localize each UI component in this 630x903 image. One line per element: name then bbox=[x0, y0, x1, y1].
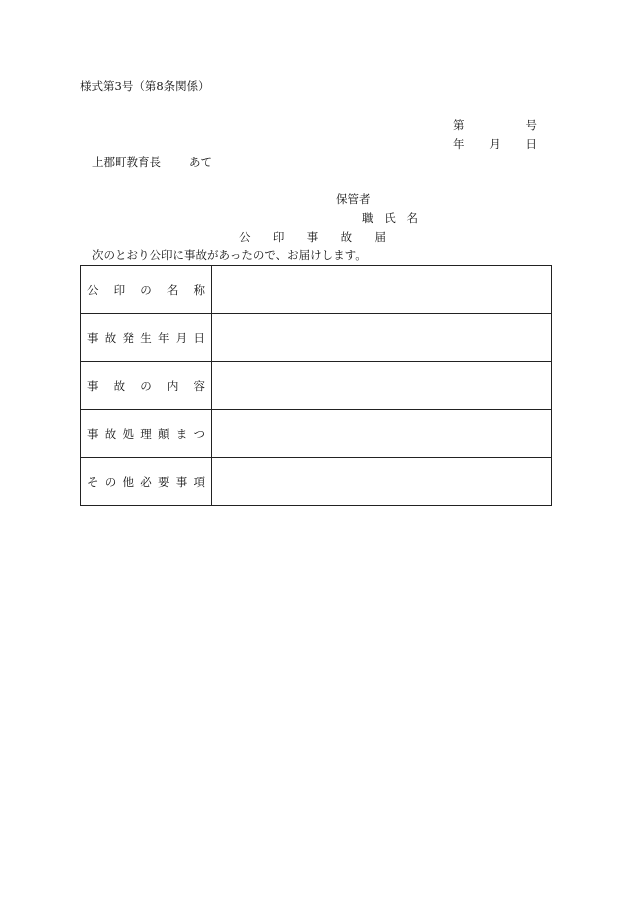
other-matters-field[interactable] bbox=[212, 458, 552, 506]
label-char: 理 bbox=[140, 426, 152, 441]
incident-handling-field[interactable] bbox=[212, 410, 552, 458]
label-char: 発 bbox=[122, 330, 134, 345]
label-char: の bbox=[140, 282, 152, 297]
label-char: 事 bbox=[87, 378, 99, 393]
incident-date-field[interactable] bbox=[212, 314, 552, 362]
table-row bbox=[81, 266, 552, 314]
label-char: 事 bbox=[175, 474, 188, 489]
label-char: 処 bbox=[122, 426, 134, 441]
title-name-label bbox=[362, 213, 418, 225]
addressee-name: 上郡町教育長 bbox=[92, 155, 161, 169]
label-char: の bbox=[140, 378, 152, 393]
table-row bbox=[81, 458, 552, 506]
document-number-suffix: 号 bbox=[525, 118, 537, 132]
title-char: 届 bbox=[374, 230, 386, 244]
label-char: 年 bbox=[158, 330, 170, 345]
label-char: 容 bbox=[193, 378, 205, 393]
row-label-incident-date bbox=[81, 314, 212, 362]
label-char: 項 bbox=[193, 474, 205, 489]
row-label-seal-name bbox=[81, 266, 212, 314]
label-char: 他 bbox=[122, 474, 134, 489]
form-number: 様式第3号（第8条関係） bbox=[80, 79, 210, 93]
custodian-label: 保管者 bbox=[336, 192, 371, 206]
table-row bbox=[81, 362, 552, 410]
label-char: 内 bbox=[166, 378, 179, 393]
date-day: 日 bbox=[525, 137, 537, 151]
label-char: 要 bbox=[158, 474, 170, 489]
label-char: 事 bbox=[87, 330, 99, 345]
addressee bbox=[92, 157, 212, 169]
title-char: 事 bbox=[306, 230, 319, 244]
document-title bbox=[239, 232, 386, 244]
label-char: 名 bbox=[166, 282, 179, 297]
label-char: ま bbox=[175, 426, 188, 441]
label-char: 故 bbox=[104, 426, 117, 441]
row-label-incident-details bbox=[81, 362, 212, 410]
seal-name-field[interactable] bbox=[212, 266, 552, 314]
label-char: 事 bbox=[87, 426, 99, 441]
label-char: つ bbox=[193, 426, 205, 441]
intro-text: 次のとおり公印に事故があったので、お届けします。 bbox=[92, 248, 367, 262]
label-char: 日 bbox=[193, 330, 205, 345]
label-char: そ bbox=[87, 474, 99, 489]
table-row bbox=[81, 314, 552, 362]
document-number bbox=[453, 120, 537, 132]
document-date bbox=[453, 139, 537, 151]
label-char: 故 bbox=[104, 330, 117, 345]
report-table bbox=[80, 265, 552, 506]
title-name-char: 氏 bbox=[384, 211, 396, 225]
title-char: 印 bbox=[272, 230, 285, 244]
title-name-char: 名 bbox=[406, 211, 418, 225]
date-year: 年 bbox=[453, 137, 465, 151]
title-char: 故 bbox=[340, 230, 353, 244]
title-name-char: 職 bbox=[362, 211, 374, 225]
label-char: の bbox=[104, 474, 117, 489]
incident-details-field[interactable] bbox=[212, 362, 552, 410]
label-char: 月 bbox=[175, 330, 188, 345]
table-row bbox=[81, 410, 552, 458]
title-char: 公 bbox=[239, 230, 251, 244]
label-char: 公 bbox=[87, 282, 99, 297]
label-char: 生 bbox=[140, 330, 152, 345]
label-char: 故 bbox=[113, 378, 126, 393]
label-char: 顛 bbox=[158, 426, 170, 441]
label-char: 称 bbox=[193, 282, 205, 297]
date-month: 月 bbox=[489, 137, 501, 151]
document-number-prefix: 第 bbox=[453, 118, 465, 132]
row-label-incident-handling bbox=[81, 410, 212, 458]
row-label-other-matters bbox=[81, 458, 212, 506]
label-char: 印 bbox=[113, 282, 126, 297]
addressee-honorific: あて bbox=[189, 155, 212, 169]
label-char: 必 bbox=[140, 474, 152, 489]
